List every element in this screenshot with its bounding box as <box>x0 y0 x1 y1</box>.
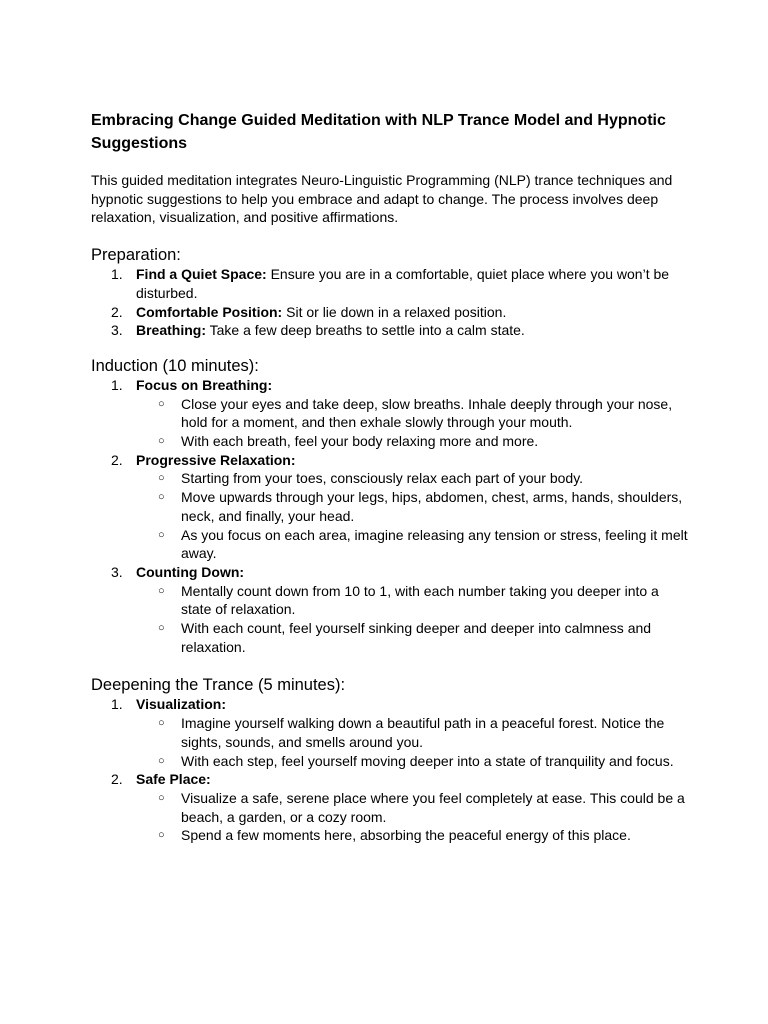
induction-list <box>91 376 688 657</box>
list-item <box>91 451 688 563</box>
list-item <box>91 303 688 322</box>
sub-item-text: Imagine yourself walking down a beautiful path in a peaceful forest. Notice the sights, sounds, and smells around you. <box>181 715 665 750</box>
sub-item-text: Mentally count down from 10 to 1, with each number taking you deeper into a state of relaxation. <box>181 582 659 618</box>
step-title: Progressive Relaxation: <box>136 451 296 468</box>
list-item <box>91 770 688 845</box>
circle-bullet-icon: ○ <box>158 791 165 804</box>
sub-list <box>136 582 688 657</box>
section-heading-induction: Induction (10 minutes): <box>91 356 259 375</box>
list-item <box>91 376 688 451</box>
section-heading-preparation: Preparation: <box>91 246 181 265</box>
sub-list <box>136 469 688 563</box>
circle-bullet-icon: ○ <box>158 754 165 767</box>
circle-bullet-icon: ○ <box>158 397 165 410</box>
sub-item <box>136 752 688 771</box>
intro-paragraph: This guided meditation integrates Neuro-Linguistic Programming (NLP) trance techniques and hypnotic suggestions to help you embrace and adapt to change. The process involves deep relaxation, visualization, and positive affirmations. <box>91 172 673 226</box>
circle-bullet-icon: ○ <box>158 622 165 635</box>
list-item <box>91 321 688 340</box>
sub-item <box>136 826 688 845</box>
sub-item <box>136 526 688 563</box>
step-number: 3. <box>111 322 123 339</box>
sub-list <box>136 789 688 845</box>
circle-bullet-icon: ○ <box>158 435 165 448</box>
sub-item <box>136 714 688 751</box>
sub-item-text: With each breath, feel your body relaxing more and more. <box>181 433 539 450</box>
sub-item <box>136 488 688 525</box>
circle-bullet-icon: ○ <box>158 528 165 541</box>
sub-item <box>136 432 688 451</box>
circle-bullet-icon: ○ <box>158 491 165 504</box>
sub-item <box>136 582 688 619</box>
step-title: Focus on Breathing: <box>136 376 273 393</box>
step-number: 1. <box>111 696 123 713</box>
step-number: 3. <box>111 563 123 580</box>
sub-item-text: With each step, feel yourself moving deeper into a state of tranquility and focus. <box>181 752 674 769</box>
step-title: Visualization: <box>136 696 226 713</box>
list-item <box>91 265 688 302</box>
step-title: Safe Place: <box>136 771 211 788</box>
sub-item <box>136 395 688 432</box>
sub-item <box>136 789 688 826</box>
circle-bullet-icon: ○ <box>158 717 165 730</box>
sub-item-text: As you focus on each area, imagine releasing any tension or stress, feeling it melt away. <box>181 526 688 562</box>
sub-list <box>136 714 688 770</box>
sub-item <box>136 619 688 656</box>
sub-item-text: Visualize a safe, serene place where you feel completely at ease. This could be a beach, a garden, or a cozy room. <box>181 789 685 825</box>
step-title: Breathing: <box>136 322 206 339</box>
sub-item-text: Close your eyes and take deep, slow breaths. Inhale deeply through your nose, hold for a moment, and then exhale slowly through your mouth. <box>181 395 673 431</box>
sub-item-text: Spend a few moments here, absorbing the peaceful energy of this place. <box>181 827 631 844</box>
sub-item-text: With each count, feel yourself sinking deeper and deeper into calmness and relaxation. <box>181 620 652 655</box>
circle-bullet-icon: ○ <box>158 829 165 842</box>
sub-list <box>136 395 688 451</box>
step-text: Sit or lie down in a relaxed position. <box>282 303 507 320</box>
step-title: Comfortable Position: <box>136 303 283 320</box>
sub-item-text: Starting from your toes, consciously relax each part of your body. <box>181 470 584 487</box>
step-number: 2. <box>111 451 123 468</box>
step-number: 1. <box>111 376 123 393</box>
sub-item <box>136 469 688 488</box>
step-number: 2. <box>111 771 123 788</box>
document-title: Embracing Change Guided Meditation with NLP Trance Model and Hypnotic Suggestions <box>91 112 666 152</box>
list-item <box>91 695 688 770</box>
step-title: Counting Down: <box>136 563 245 580</box>
step-number: 2. <box>111 303 123 320</box>
step-number: 1. <box>111 266 123 283</box>
step-title: Find a Quiet Space: <box>136 266 267 283</box>
step-text: Ensure you are in a comfortable, quiet place where you won’t be disturbed. <box>136 266 670 301</box>
preparation-list <box>91 265 688 340</box>
list-item <box>91 563 688 657</box>
circle-bullet-icon: ○ <box>158 584 165 597</box>
sub-item-text: Move upwards through your legs, hips, abdomen, chest, arms, hands, shoulders, neck, and finally, your head. <box>181 489 683 524</box>
step-text: Take a few deep breaths to settle into a calm state. <box>206 322 525 339</box>
circle-bullet-icon: ○ <box>158 472 165 485</box>
deepening-list <box>91 695 688 845</box>
section-heading-deepening: Deepening the Trance (5 minutes): <box>91 676 346 695</box>
